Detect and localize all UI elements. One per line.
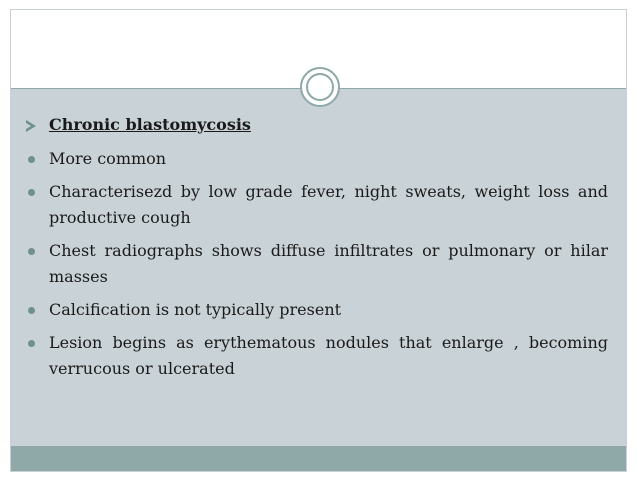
list-item <box>26 238 608 290</box>
double-circle-icon <box>300 67 340 107</box>
slide-title <box>26 112 608 138</box>
list-item-text: Lesion begins as erythematous nodules that enlarge , becoming verrucous or ulcerated <box>49 333 608 378</box>
list-item-text: Characterisezd by low grade fever, night sweats, weight loss and productive cough <box>49 182 608 227</box>
dot-bullet-icon <box>28 307 35 314</box>
dot-bullet-icon <box>28 340 35 347</box>
dot-bullet-icon <box>28 248 35 255</box>
footer-band <box>11 446 626 471</box>
list-item <box>26 179 608 231</box>
list-item <box>26 146 608 172</box>
slide-title-text: Chronic blastomycosis <box>49 115 251 134</box>
list-item-text: Chest radiographs shows diffuse infiltrates or pulmonary or hilar masses <box>49 241 608 286</box>
list-item <box>26 297 608 323</box>
dot-bullet-icon <box>28 156 35 163</box>
bullet-list <box>26 112 608 389</box>
inner-circle <box>306 73 334 101</box>
dot-bullet-icon <box>28 189 35 196</box>
list-item-text: Calcification is not typically present <box>49 300 342 319</box>
list-item <box>26 330 608 382</box>
arrow-bullet-icon <box>26 120 36 132</box>
list-item-text: More common <box>49 149 167 168</box>
